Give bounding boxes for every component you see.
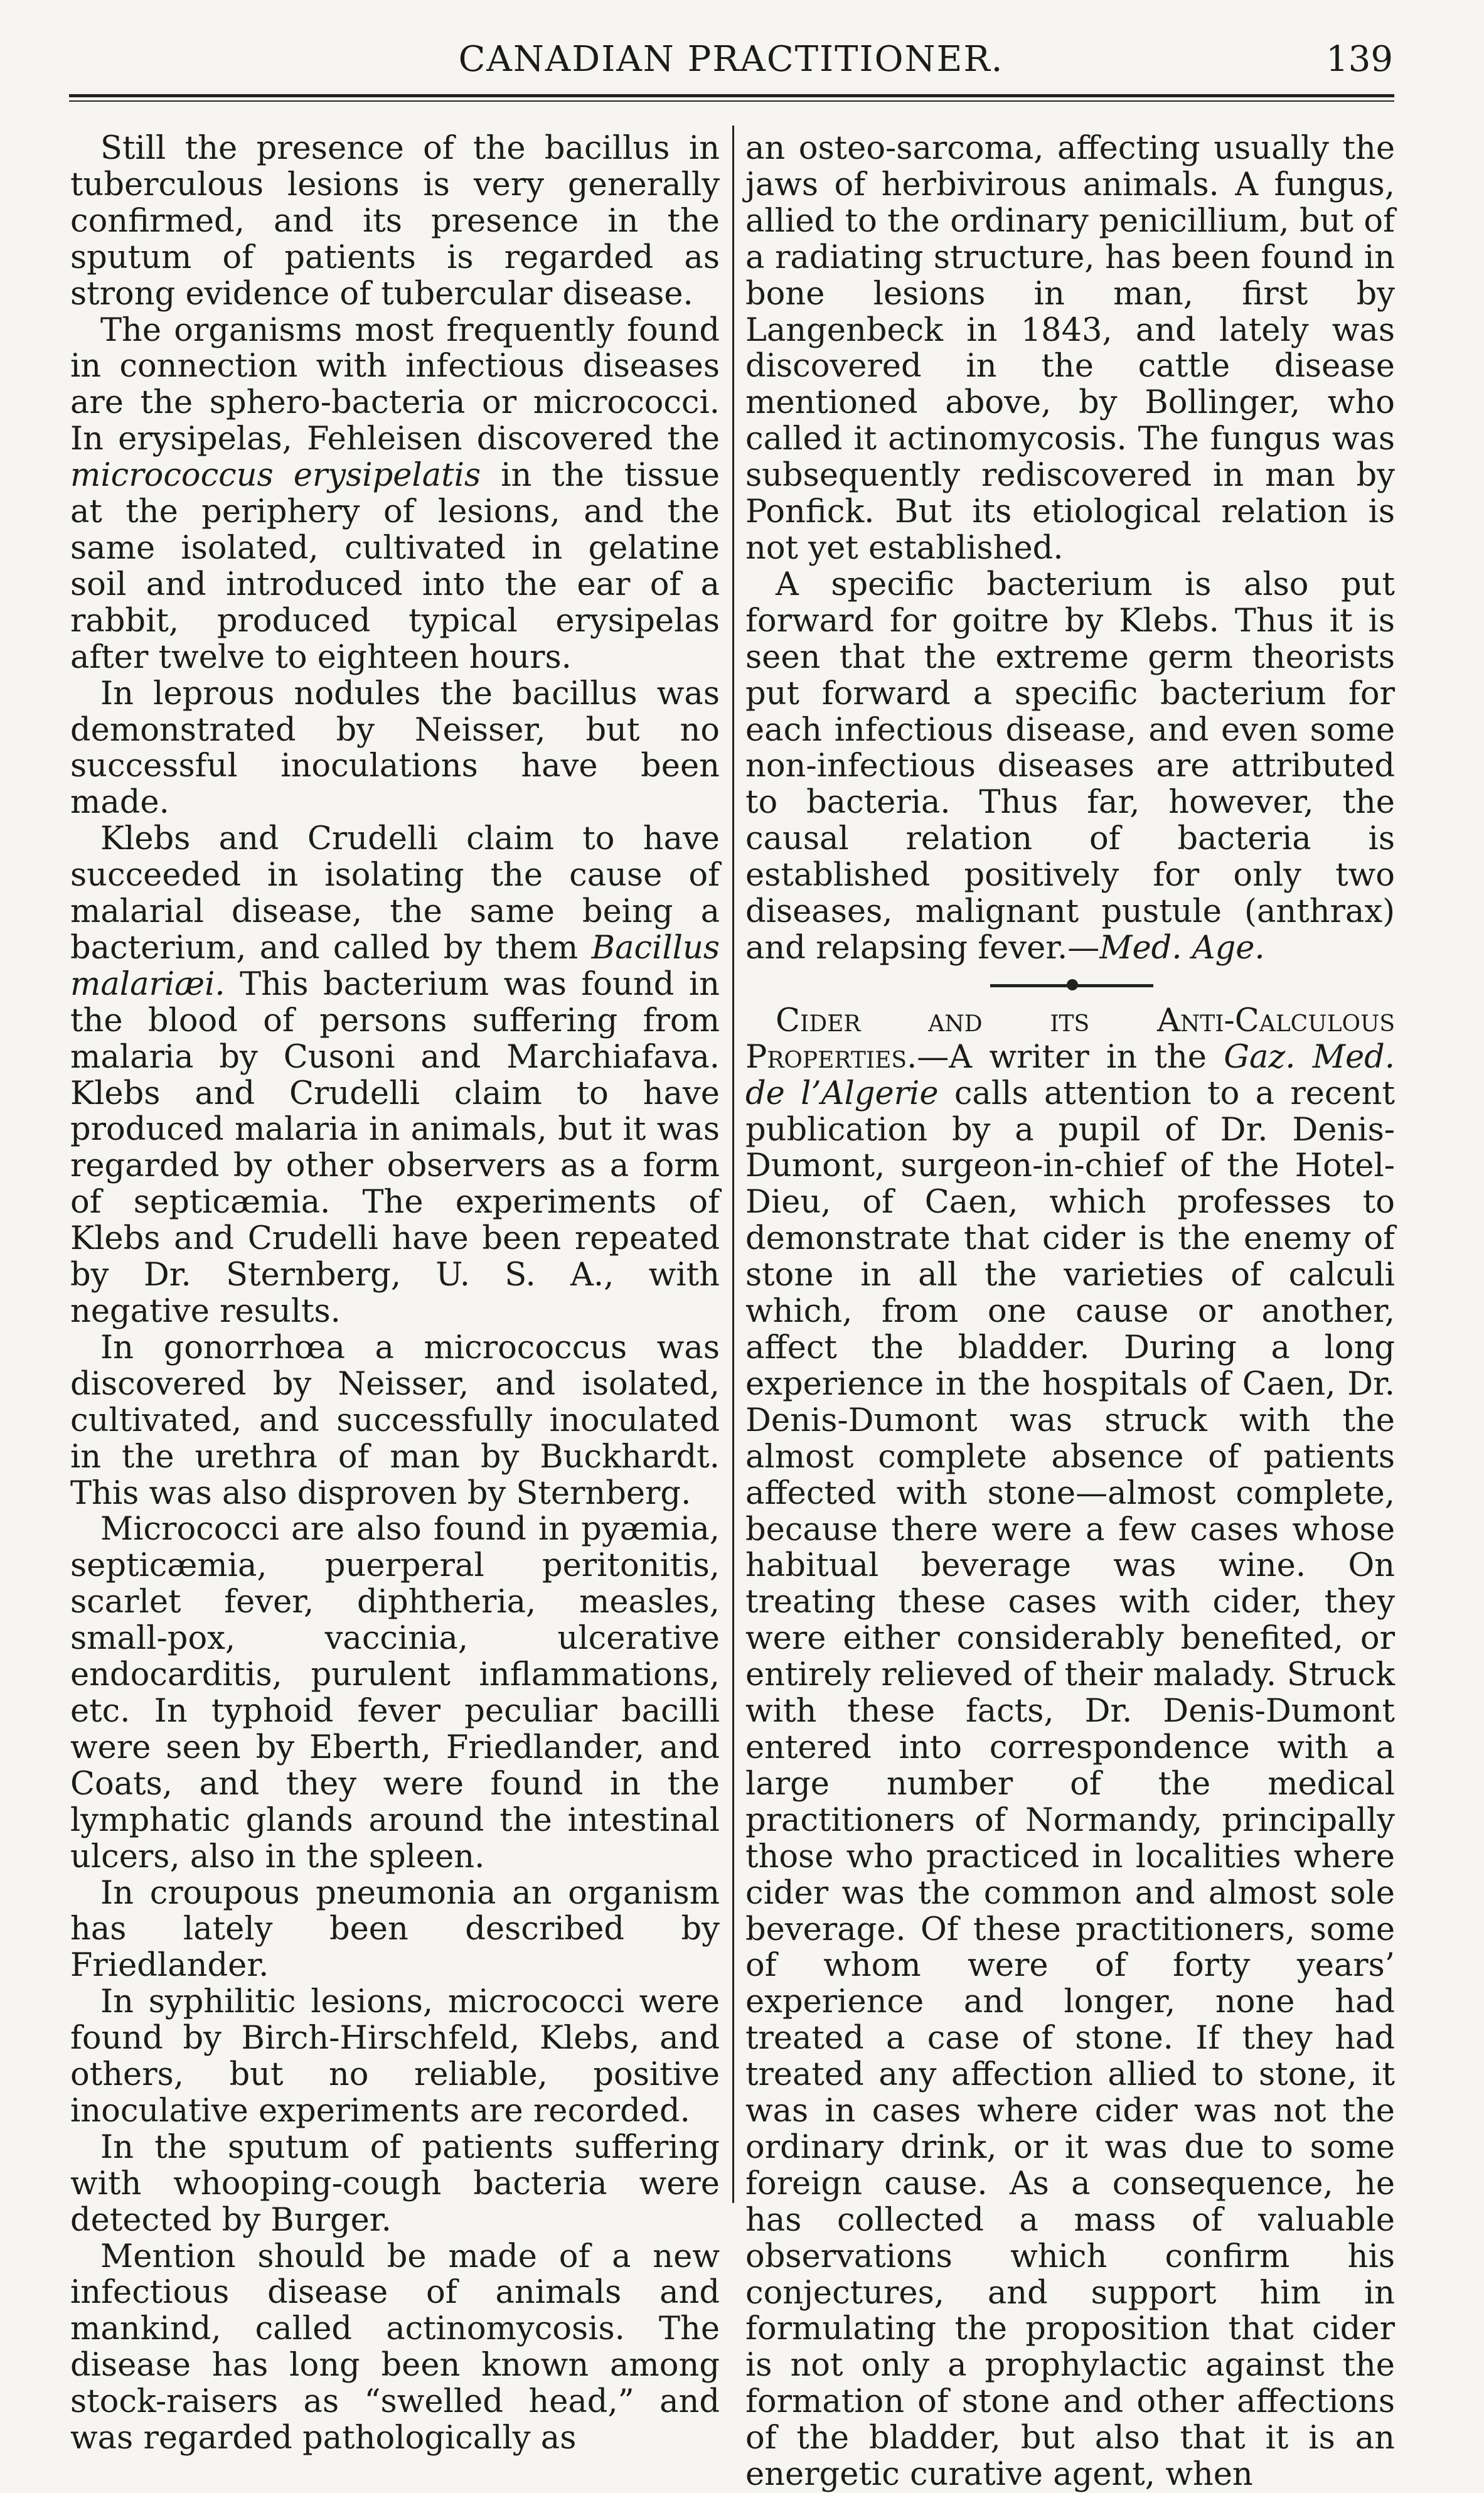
paragraph: In leprous nodules the bacillus was demonstrated by Neisser, but no successful inoculations have been made. <box>70 675 720 822</box>
section-divider-ornament <box>745 967 1395 1003</box>
paragraph: In croupous pneumonia an organism has lately been described by Friedlander. <box>70 1874 720 1985</box>
paragraph: Mention should be made of a new infectious disease of animals and mankind, called actinomycosis. The disease has long been known among stock-raisers as “swelled head,” and was regarded pathologically as <box>70 2238 720 2457</box>
paragraph: The organisms most frequently found in connection with infectious diseases are the sphero-bacteria or micrococci. In erysipelas, Fehleisen discovered the micrococcus erysipelatis in the tissue at the periphery of lesions, and the same isolated, cultivated in gelatine soil and introduced into the ear of a rabbit, produced typical erysipelas after twelve to eighteen hours. <box>70 311 720 676</box>
paragraph: Klebs and Crudelli claim to have succeeded in isolating the cause of malarial disease, the same being a bacterium, and called by them Bacillus malariæi. This bacterium was found in the blood of persons suffering from malaria by Cusoni and Marchiafava. Klebs and Crudelli claim to have produced malaria in animals, but it was regarded by other observers as a form of septicæmia. The experiments of Klebs and Crudelli have been repeated by Dr. Sternberg, U. S. A., with negative results. <box>70 820 720 1330</box>
column-divider <box>732 126 734 2203</box>
paragraph: In syphilitic lesions, micrococci were found by Birch-Hirschfeld, Klebs, and others, but no reliable, positive inoculative experiments are recorded. <box>70 1983 720 2130</box>
paragraph: Micrococci are also found in pyæmia, septicæmia, puerperal peritonitis, scarlet fever, diphtheria, measles, small-pox, vaccinia, ulcerative endocarditis, purulent inflammations, etc. In typhoid fever peculiar bacilli were seen by Eberth, Friedlander, and Coats, and they were found in the lymphatic glands around the intestinal ulcers, also in the spleen. <box>70 1511 720 1875</box>
page-header <box>69 39 1393 95</box>
paragraph: A specific bacterium is also put forward for goitre by Klebs. Thus it is seen that the extreme germ theorists put forward a specific bacterium for each infectious disease, and even some non-infectious diseases are attributed to bacteria. Thus far, however, the causal relation of bacteria is established positively for only two diseases, malignant pustule (anthrax) and relapsing fever.—Med. Age. <box>745 566 1395 967</box>
paragraph: Still the presence of the bacillus in tuberculous lesions is very generally confirmed, and its presence in the sputum of patients is regarded as strong evidence of tubercular disease. <box>70 130 720 313</box>
header-rule-top <box>69 94 1394 97</box>
paragraph: an osteo-sarcoma, affecting usually the jaws of herbivirous animals. A fungus, allied to the ordinary penicillium, but of a radiating structure, has been found in bone lesions in man, first by Langenbeck in 1843, and lately was discovered in the cattle disease mentioned above, by Bollinger, who called it actinomycosis. The fungus was subsequently rediscovered in man by Ponfick. But its etiological relation is not yet established. <box>745 130 1395 567</box>
paragraph: Cider and its Anti-Calculous Properties.—A writer in the Gaz. Med. de l’Algerie calls attention to a recent publication by a pupil of Dr. Denis-Dumont, surgeon-in-chief of the Hotel-Dieu, of Caen, which professes to demonstrate that cider is the enemy of stone in all the varieties of calculi which, from one cause or another, affect the bladder. During a long experience in the hospitals of Caen, Dr. Denis-Dumont was struck with the almost complete absence of patients affected with stone—almost complete, because there were a few cases whose habitual beverage was wine. On treating these cases with cider, they were either considerably benefited, or entirely relieved of their malady. Struck with these facts, Dr. Denis-Dumont entered into correspondence with a large number of the medical practitioners of Normandy, principally those who practiced in localities where cider was the common and almost sole beverage. Of these practitioners, some of whom were of forty years’ experience and longer, none had treated a case of stone. If they had treated any affection allied to stone, it was in cases where cider was not the ordinary drink, or it was due to some foreign cause. As a consequence, he has collected a mass of valuable observations which confirm his conjectures, and support him in formulating the proposition that cider is not only a prophylactic against the formation of stone and other affections of the bladder, but also that it is an energetic curative agent, when <box>745 1002 1395 2493</box>
ornament-dot <box>1067 979 1078 990</box>
paragraph: In the sputum of patients suffering with whooping-cough bacteria were detected by Burger. <box>70 2128 720 2239</box>
paragraph: In gonorrhœa a micrococcus was discovered by Neisser, and isolated, cultivated, and successfully inoculated in the urethra of man by Buckhardt. This was also disproven by Sternberg. <box>70 1329 720 1512</box>
journal-title: CANADIAN PRACTITIONER. <box>458 39 1004 80</box>
right-column <box>745 131 1395 2493</box>
page-number: 139 <box>1326 39 1393 80</box>
left-column <box>70 131 720 2457</box>
header-rule-bottom <box>69 100 1394 102</box>
section-heading: Cider and its Anti-Calculous Properties. <box>745 1002 1395 1076</box>
